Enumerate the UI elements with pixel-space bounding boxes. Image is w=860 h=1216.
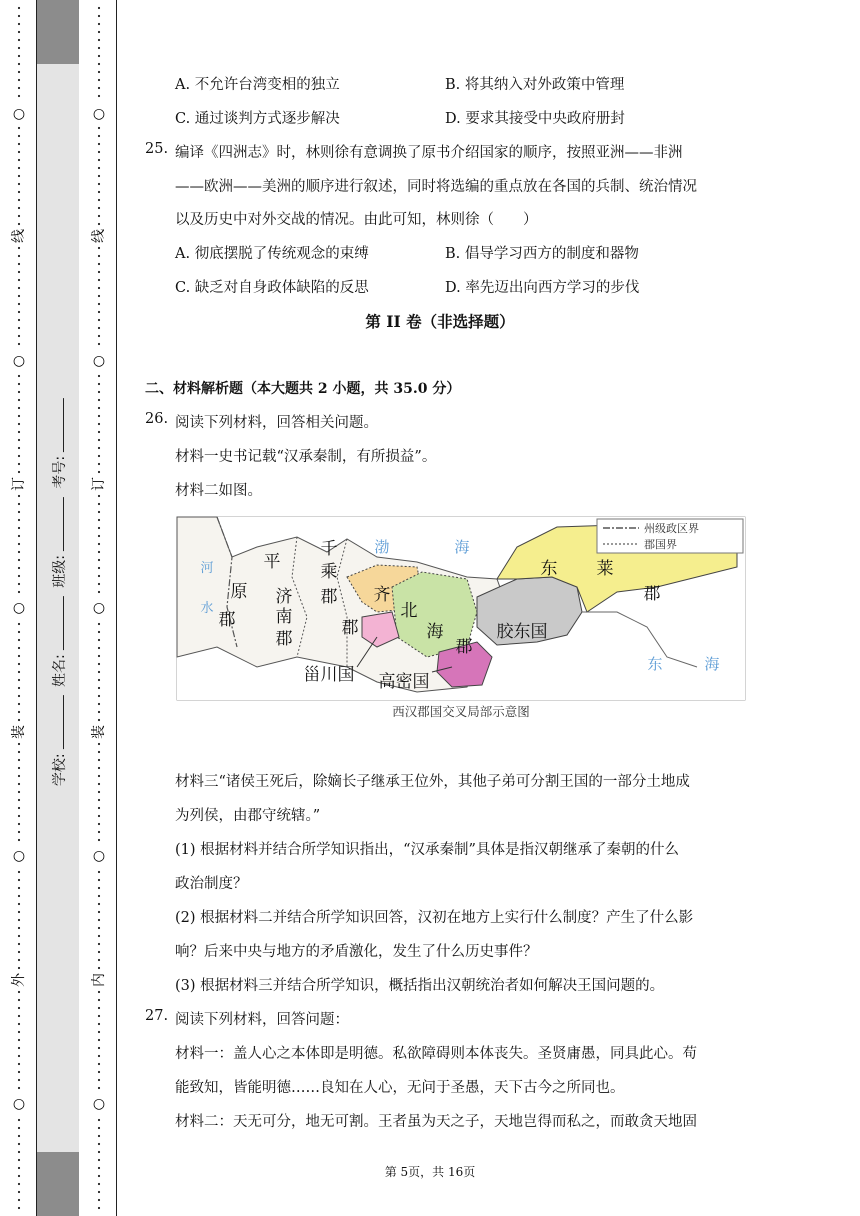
outer-mark: ○ xyxy=(12,600,26,616)
q24-option-c: C. 通过谈判方式逐步解决 xyxy=(175,111,340,127)
q27-stem: 阅读下列材料，回答问题： xyxy=(175,1012,349,1028)
map-label: 原 xyxy=(230,582,248,602)
map-label: 海 xyxy=(704,655,720,673)
q25-option-d: D. 率先迈出向西方学习的步伐 xyxy=(445,280,640,296)
map-label: 乘 xyxy=(320,562,338,582)
part-title: 二、材料解析题（本大题共 2 小题，共 35.0 分） xyxy=(145,381,461,397)
inner-seal-line xyxy=(91,0,105,1216)
q24-option-a: A. 不允许台湾变相的独立 xyxy=(175,77,340,93)
outer-mark: ○ xyxy=(12,106,26,122)
map-label: 高密国 xyxy=(378,672,430,692)
q25-stem-line: 以及历史中对外交战的情况。由此可知，林则徐（ ） xyxy=(175,212,538,228)
margin-rule xyxy=(116,0,117,1216)
map-label: 郡 xyxy=(341,618,359,638)
outer-mark: 订 xyxy=(11,477,27,491)
q26-material2: 材料二如图。 xyxy=(175,483,262,499)
q26-number: 26. xyxy=(145,411,169,427)
map-label: 郡 xyxy=(218,610,236,630)
outer-mark: 线 xyxy=(11,229,27,243)
inner-mark: 装 xyxy=(91,725,107,739)
map-label: 海 xyxy=(426,622,444,642)
q25-option-a: A. 彻底摆脱了传统观念的束缚 xyxy=(175,246,369,262)
inner-mark: ○ xyxy=(92,600,106,616)
inner-mark: ○ xyxy=(92,106,106,122)
map-label: 齐 xyxy=(373,585,391,605)
q25-option-c: C. 缺乏对自身政体缺陷的反思 xyxy=(175,280,369,296)
margin-shade xyxy=(37,1152,79,1216)
student-info xyxy=(44,350,74,830)
map-label: 郡 xyxy=(643,584,661,604)
map-label: 济 xyxy=(275,587,293,607)
map-label: 胶东国 xyxy=(496,622,548,642)
q25-option-b: B. 倡导学习西方的制度和器物 xyxy=(445,246,639,262)
outer-mark: 装 xyxy=(11,725,27,739)
name-label: 姓名: xyxy=(52,654,68,687)
outer-mark: ○ xyxy=(12,353,26,369)
q27-number: 27. xyxy=(145,1008,169,1024)
map-label: 郡 xyxy=(275,629,293,649)
legend-commandery-boundary: 郡国界 xyxy=(644,538,677,551)
map-label: 平 xyxy=(263,552,281,572)
q27-material2-line: 材料二：天无可分，地无可割。王者虽为天之子，天地岂得而私之，而敢贪天地固 xyxy=(175,1114,697,1130)
q26-sub1-line: (1) 根据材料并结合所学知识指出，“汉承秦制”具体是指汉朝继承了秦朝的什么 xyxy=(175,842,679,858)
map-label: 郡 xyxy=(320,587,338,607)
inner-mark: ○ xyxy=(92,848,106,864)
outer-mark: ○ xyxy=(12,1096,26,1112)
q25-number: 25. xyxy=(145,141,169,157)
q25-stem-line: ——欧洲——美洲的顺序进行叙述，同时将选编的重点放在各国的兵制、统治情况 xyxy=(175,179,697,195)
map-label: 南 xyxy=(275,607,293,627)
q26-material3-line: 材料三“诸侯王死后，除嫡长子继承王位外，其他子弟可分割王国的一部分土地成 xyxy=(175,774,690,790)
name-blank[interactable] xyxy=(63,596,64,650)
q26-sub3: (3) 根据材料三并结合所学知识，概括指出汉朝统治者如何解决王国问题的。 xyxy=(175,978,665,994)
q24-option-d: D. 要求其接受中央政府册封 xyxy=(445,111,625,127)
q27-material1-line: 能致知，皆能明德……良知在人心，无问于圣愚，天下古今之所同也。 xyxy=(175,1080,625,1096)
q25-stem-line: 编译《四洲志》时，林则徐有意调换了原书介绍国家的顺序，按照亚洲——非洲 xyxy=(175,145,683,161)
q26-stem: 阅读下列材料，回答相关问题。 xyxy=(175,415,378,431)
q26-sub2-line: (2) 根据材料二并结合所学知识回答，汉初在地方上实行什么制度？产生了什么影 xyxy=(175,910,694,926)
map-label: 河 xyxy=(200,561,214,576)
volume-title: 第 II 卷（非选择题） xyxy=(365,312,515,331)
school-label: 学校: xyxy=(52,753,68,787)
inner-mark: 订 xyxy=(91,477,107,491)
map-label: 千 xyxy=(320,539,338,559)
inner-mark: ○ xyxy=(92,353,106,369)
inner-mark: ○ xyxy=(92,1096,106,1112)
map-label: 甾川国 xyxy=(303,665,355,685)
margin-shade xyxy=(37,0,79,64)
q26-sub2-line: 响？后来中央与地方的矛盾激化，发生了什么历史事件？ xyxy=(175,944,538,960)
exam-no-blank[interactable] xyxy=(63,398,64,452)
class-label: 班级: xyxy=(52,555,68,588)
inner-mark: 线 xyxy=(91,229,107,243)
map-label: 东 xyxy=(540,559,558,579)
q26-sub1-line: 政治制度？ xyxy=(175,876,248,892)
page-footer: 第 5页，共 16页 xyxy=(384,1165,476,1179)
outer-mark: ○ xyxy=(12,848,26,864)
inner-mark: 内 xyxy=(91,973,107,987)
western-han-map xyxy=(177,517,745,700)
school-blank[interactable] xyxy=(63,695,64,749)
map-label: 郡 xyxy=(455,637,473,657)
map-label: 水 xyxy=(200,601,214,616)
legend-province-boundary: 州级政区界 xyxy=(644,522,699,535)
map-label: 东 xyxy=(647,655,663,673)
map-label: 莱 xyxy=(596,559,614,579)
q27-material1-line: 材料一：盖人心之本体即是明德。私欲障碍则本体丧失。圣贤庸愚，同具此心。苟 xyxy=(175,1046,697,1062)
outer-mark: 外 xyxy=(11,973,27,987)
q24-option-b: B. 将其纳入对外政策中管理 xyxy=(445,77,625,93)
class-blank[interactable] xyxy=(63,497,64,551)
outer-seal-line xyxy=(11,0,25,1216)
q26-material3-line: 为列侯，由郡守统辖。” xyxy=(175,808,321,824)
map-label: 北 xyxy=(400,601,418,621)
map-label: 渤 xyxy=(374,538,390,556)
map-label: 海 xyxy=(454,538,470,556)
map-caption: 西汉郡国交叉局部示意图 xyxy=(392,704,530,719)
exam-no-label: 考号: xyxy=(52,455,68,489)
q26-material1: 材料一史书记载“汉承秦制，有所损益”。 xyxy=(175,449,437,465)
